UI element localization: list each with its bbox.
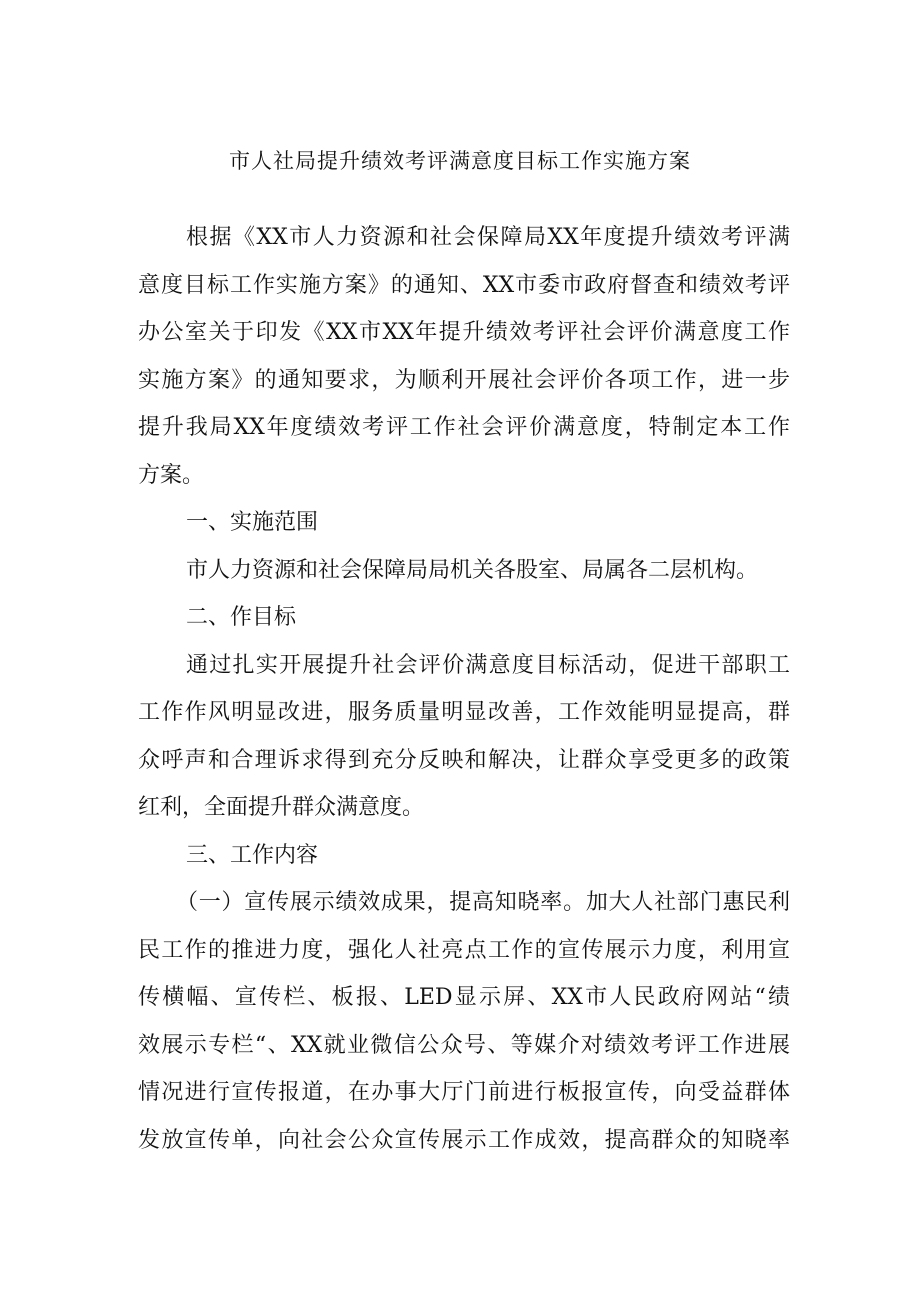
section-heading: 一、实施范围	[186, 510, 319, 535]
paragraph-line: 工作作风明显改进，服务质量明显改善，工作效能明显提高，群	[138, 700, 790, 725]
paragraph-line: 根据《XX市人力资源和社会保障局XX年度提升绩效考评满	[186, 225, 790, 250]
paragraph-line: 众呼声和合理诉求得到充分反映和解决，让群众享受更多的政策	[138, 747, 790, 773]
paragraph-line: 提升我局XX年度绩效考评工作社会评价满意度，特制定本工作	[138, 415, 790, 440]
paragraph-line: 民工作的推进力度，强化人社亮点工作的宣传展示力度，利用宣	[138, 937, 790, 963]
paragraph-line: 红利，全面提升群众满意度。	[138, 795, 425, 820]
paragraph-line: 实施方案》的通知要求，为顺利开展社会评价各项工作，进一步	[138, 367, 790, 393]
document-title: 市人社局提升绩效考评满意度目标工作实施方案	[229, 149, 691, 173]
paragraph-line: 意度目标工作实施方案》的通知、XX市委市政府督查和绩效考评	[138, 272, 790, 298]
section-heading: 三、工作内容	[186, 842, 319, 868]
paragraph-line: 市人力资源和社会保障局局机关各股室、局属各二层机构。	[186, 557, 759, 583]
paragraph-line: 发放宣传单，向社会公众宣传展示工作成效，提高群众的知晓率	[138, 1127, 790, 1153]
paragraph-line: （一）宣传展示绩效成果，提高知晓率。加大人社部门惠民利	[176, 890, 790, 915]
paragraph-line: 效展示专栏“、XX就业微信公众号、等媒介对绩效考评工作进展	[138, 1032, 790, 1058]
section-heading: 二、作目标	[186, 605, 297, 630]
document-body	[138, 214, 790, 1164]
paragraph-line: 办公室关于印发《XX市XX年提升绩效考评社会评价满意度工作	[138, 320, 790, 345]
paragraph-line: 通过扎实开展提升社会评价满意度目标活动，促进干部职工	[186, 652, 790, 678]
paragraph-line: 方案。	[138, 462, 205, 488]
paragraph-line: 传横幅、宣传栏、板报、LED显示屏、XX市人民政府网站“绩	[138, 985, 790, 1010]
paragraph-line: 情况进行宣传报道，在办事大厅门前进行板报宣传，向受益群体	[138, 1080, 790, 1105]
